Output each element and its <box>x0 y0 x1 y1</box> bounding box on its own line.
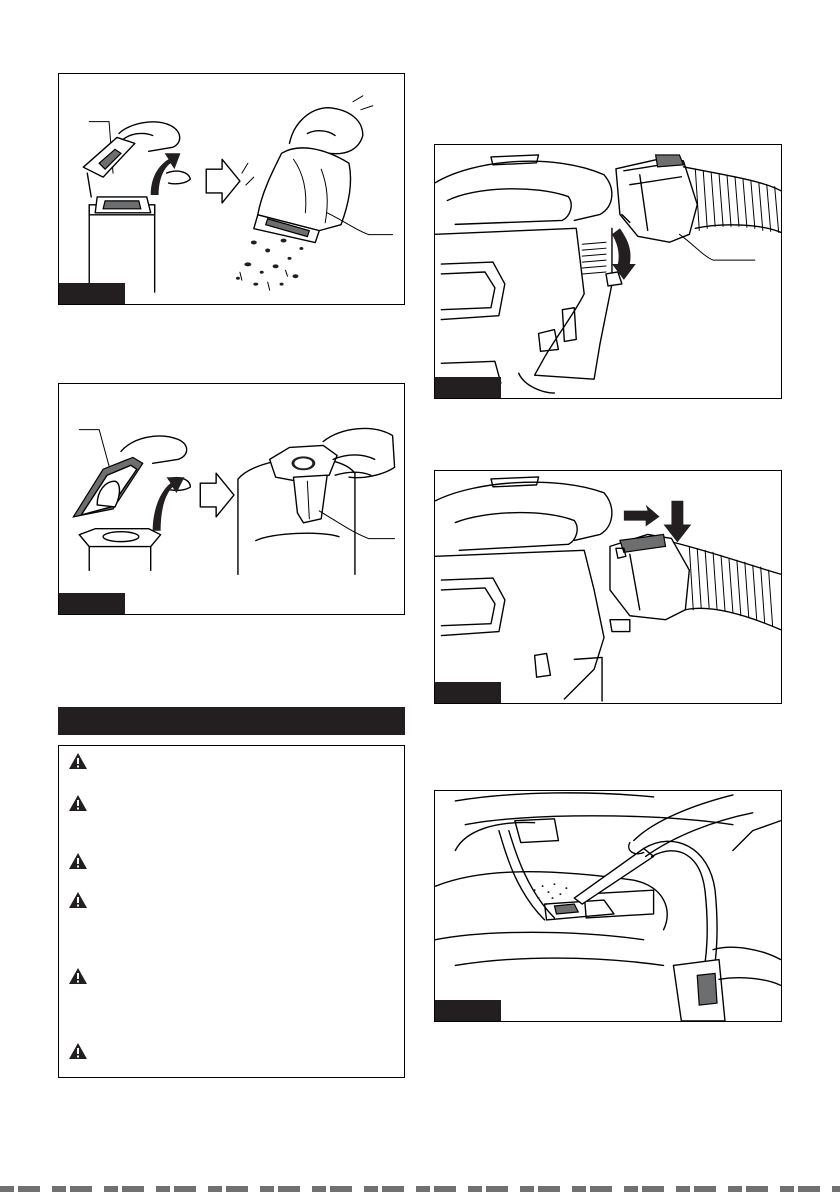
filter-removal-illustration <box>59 384 404 614</box>
warning-list <box>58 745 405 1078</box>
figure-empty-dust-bag <box>58 73 405 305</box>
figure-label <box>59 593 125 614</box>
figure-lock-hose <box>434 470 782 704</box>
warning-triangle-icon <box>68 1042 88 1060</box>
figure-label <box>435 1000 501 1021</box>
warning-triangle-icon <box>68 891 88 909</box>
section-heading-bar <box>58 707 405 735</box>
hose-attach-illustration <box>435 145 781 398</box>
figure-label <box>435 377 501 398</box>
warning-triangle-icon <box>68 752 88 770</box>
figure-label <box>59 283 125 304</box>
warning-triangle-icon <box>68 967 88 985</box>
figure-label <box>435 682 501 703</box>
figure-cleaning-usage <box>434 790 782 1022</box>
car-cleaning-illustration <box>435 791 781 1021</box>
figure-remove-filter <box>58 383 405 615</box>
figure-attach-hose <box>434 144 782 399</box>
hose-lock-illustration <box>435 471 781 703</box>
warning-triangle-icon <box>68 794 88 812</box>
page-edge-strip <box>0 1186 840 1192</box>
dust-bag-illustration <box>59 74 404 304</box>
warning-triangle-icon <box>68 852 88 870</box>
